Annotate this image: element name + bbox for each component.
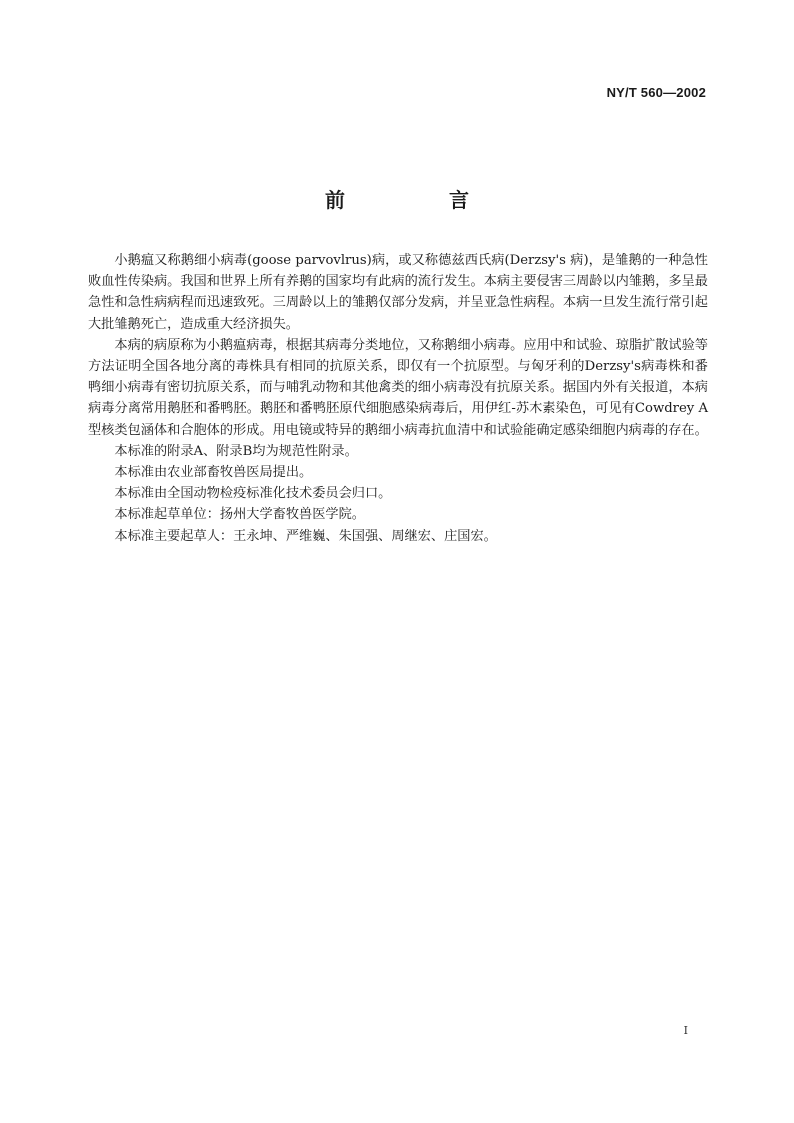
standard-number: NY/T 560—2002 xyxy=(606,85,706,100)
paragraph-appendix: 本标准的附录A、附录B均为规范性附录。 xyxy=(114,443,358,459)
paragraph-proposer: 本标准由农业部畜牧兽医局提出。 xyxy=(114,465,313,481)
paragraph-pathogen: 本病的病原称为小鹅瘟病毒，根据其病毒分类地位，又称鹅细小病毒。应用中和试验、琼脂扩散试验等方法证明全国各地分离的毒株具有相同的抗原关系，即仅有一个抗原型。与匈牙利的Derzsy's病毒株和番鸭细小病毒有密切抗原关系，而与哺乳动物和其他禽类的细小病毒没有抗原关系。据国内外有关报道，本病病毒分离常用鹅胚和番鸭胚。鹅胚和番鸭胚原代细胞感染病毒后，用伊红-苏木素染色，可见有Cowdrey A型核类包涵体和合胞体的形成。用电镜或特异的鹅细小病毒抗血清中和试验能确定感染细胞内病毒的存在。 xyxy=(88,337,708,438)
page-title: 前 言 xyxy=(325,188,511,212)
paragraph-drafting-unit: 本标准起草单位：扬州大学畜牧兽医学院。 xyxy=(114,507,365,523)
paragraph-drafters: 本标准主要起草人：王永坤、严维巍、朱国强、周继宏、庄国宏。 xyxy=(114,528,497,544)
page-number: I xyxy=(683,1024,688,1037)
paragraph-disease-intro: 小鹅瘟又称鹅细小病毒(goose parvovlrus)病，或又称德兹西氏病(Derzsy's 病)，是雏鹅的一种急性败血性传染病。我国和世界上所有养鹅的国家均有此病的流行发生。本病主要侵害三周龄以内雏鹅，多呈最急性和急性病病程而迅速致死。三周龄以上的雏鹅仅部分发病，并呈亚急性病程。本病一旦发生流行常引起大批雏鹅死亡，造成重大经济损失。 xyxy=(88,253,708,332)
paragraph-centralized: 本标准由全国动物检疫标准化技术委员会归口。 xyxy=(114,486,392,502)
foreword-body xyxy=(88,250,708,547)
